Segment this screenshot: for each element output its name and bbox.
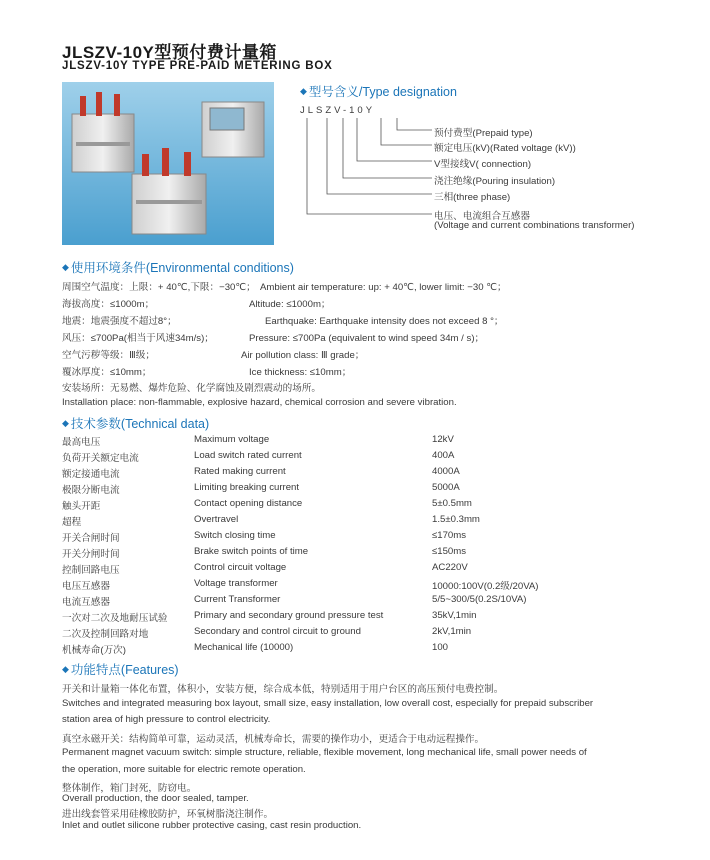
product-photo <box>62 82 274 245</box>
type-item: 浇注绝缘(Pouring insulation) <box>434 176 556 187</box>
feature-line: 真空永磁开关：结构简单可靠，运动灵活，机械寿命长，需要的操作功小，更适合于电动远程操作。 <box>62 734 485 745</box>
type-item: (Voltage and current combinations transformer) <box>434 220 635 231</box>
page-subtitle: JLSZV-10Y TYPE PRE-PAID METERING BOX <box>62 60 333 72</box>
technical-cn: 开关合闸时间 <box>62 533 120 544</box>
type-item: 三相(three phase) <box>434 192 511 203</box>
type-designation-heading: ◆ 型号含义/Type designation <box>300 85 457 99</box>
technical-value: 35kV,1min <box>432 610 477 621</box>
technical-en: Secondary and control circuit to ground <box>194 626 361 637</box>
technical-cn: 开关分闸时间 <box>62 549 120 560</box>
technical-heading: ◆ 技术参数(Technical data) <box>62 417 210 431</box>
type-code: JLSZV-10Y <box>300 105 376 116</box>
type-code-leader-lines <box>300 118 435 230</box>
feature-line: 整体制作，箱门封死，防窃电。 <box>62 783 197 794</box>
technical-cn: 极限分断电流 <box>62 485 120 496</box>
feature-line: Inlet and outlet silicone rubber protective casing, cast resin production. <box>62 820 362 831</box>
technical-value: 5±0.5mm <box>432 498 472 509</box>
technical-en: Limiting breaking current <box>194 482 300 493</box>
technical-cn: 负荷开关额定电流 <box>62 453 139 464</box>
feature-line: the operation, more suitable for electric remote operation. <box>62 764 306 775</box>
technical-en: Mechanical life (10000) <box>194 642 294 653</box>
feature-line: station area of high pressure to control electricity. <box>62 714 271 725</box>
technical-cn: 最高电压 <box>62 437 101 448</box>
technical-cn: 电压互感器 <box>62 581 110 592</box>
technical-cn: 一次对二次及地耐压试验 <box>62 613 168 624</box>
page-title: JLSZV-10Y型预付费计量箱 <box>62 43 277 62</box>
feature-line: Permanent magnet vacuum switch: simple structure, reliable, flexible movement, long mechanical life, small power needs of <box>62 747 587 758</box>
type-item: V型接线V( connection) <box>434 159 532 170</box>
install-place-en: Installation place: non-flammable, explosive hazard, chemical corrosion and severe vibration. <box>62 397 457 408</box>
feature-line: Overall production, the door sealed, tamper. <box>62 793 249 804</box>
technical-en: Control circuit voltage <box>194 562 287 573</box>
technical-value: 100 <box>432 642 449 653</box>
technical-en: Primary and secondary ground pressure test <box>194 610 384 621</box>
technical-value: 10000:100V(0.2级/20VA) <box>432 581 539 592</box>
technical-value: 1.5±0.3mm <box>432 514 480 525</box>
technical-cn: 超程 <box>62 517 82 528</box>
type-item: 预付费型(Prepaid type) <box>434 128 533 139</box>
technical-value: 12kV <box>432 434 454 445</box>
environment-heading: ◆ 使用环境条件(Environmental conditions) <box>62 261 294 275</box>
technical-value: ≤150ms <box>432 546 467 557</box>
technical-en: Brake switch points of time <box>194 546 309 557</box>
technical-value: AC220V <box>432 562 468 573</box>
technical-en: Rated making current <box>194 466 286 477</box>
technical-value: 400A <box>432 450 455 461</box>
technical-en: Load switch rated current <box>194 450 302 461</box>
technical-value: 5000A <box>432 482 460 493</box>
technical-value: ≤170ms <box>432 530 467 541</box>
technical-cn: 触头开距 <box>62 501 101 512</box>
technical-value: 2kV,1min <box>432 626 472 637</box>
install-place-cn: 安装场所：无易燃、爆炸危险、化学腐蚀及剧烈震动的场所。 <box>62 383 322 394</box>
feature-line: Switches and integrated measuring box layout, small size, easy installation, low overall cost, especially for prepaid subscriber <box>62 698 594 709</box>
feature-line: 进出线套管采用硅橡胶防护，环氧树脂浇注制作。 <box>62 809 274 820</box>
technical-en: Overtravel <box>194 514 239 525</box>
technical-value: 4000A <box>432 466 460 477</box>
technical-cn: 电流互感器 <box>62 597 110 608</box>
technical-cn: 机械寿命(万次) <box>62 645 126 656</box>
technical-en: Switch closing time <box>194 530 276 541</box>
technical-en: Contact opening distance <box>194 498 303 509</box>
technical-cn: 二次及控制回路对地 <box>62 629 149 640</box>
type-item: 电压、电流组合互感器 <box>434 211 530 222</box>
technical-en: Voltage transformer <box>194 578 278 589</box>
features-heading: ◆ 功能特点(Features) <box>62 663 179 677</box>
technical-value: 5/5~300/5(0.2S/10VA) <box>432 594 527 605</box>
technical-cn: 控制回路电压 <box>62 565 120 576</box>
type-item: 额定电压(kV)(Rated voltage (kV)) <box>434 143 576 154</box>
technical-cn: 额定接通电流 <box>62 469 120 480</box>
technical-en: Current Transformer <box>194 594 281 605</box>
technical-en: Maximum voltage <box>194 434 270 445</box>
feature-line: 开关和计量箱一体化布置，体积小，安装方便，综合成本低，特别适用于用户台区的高压预付电费控制。 <box>62 684 504 695</box>
